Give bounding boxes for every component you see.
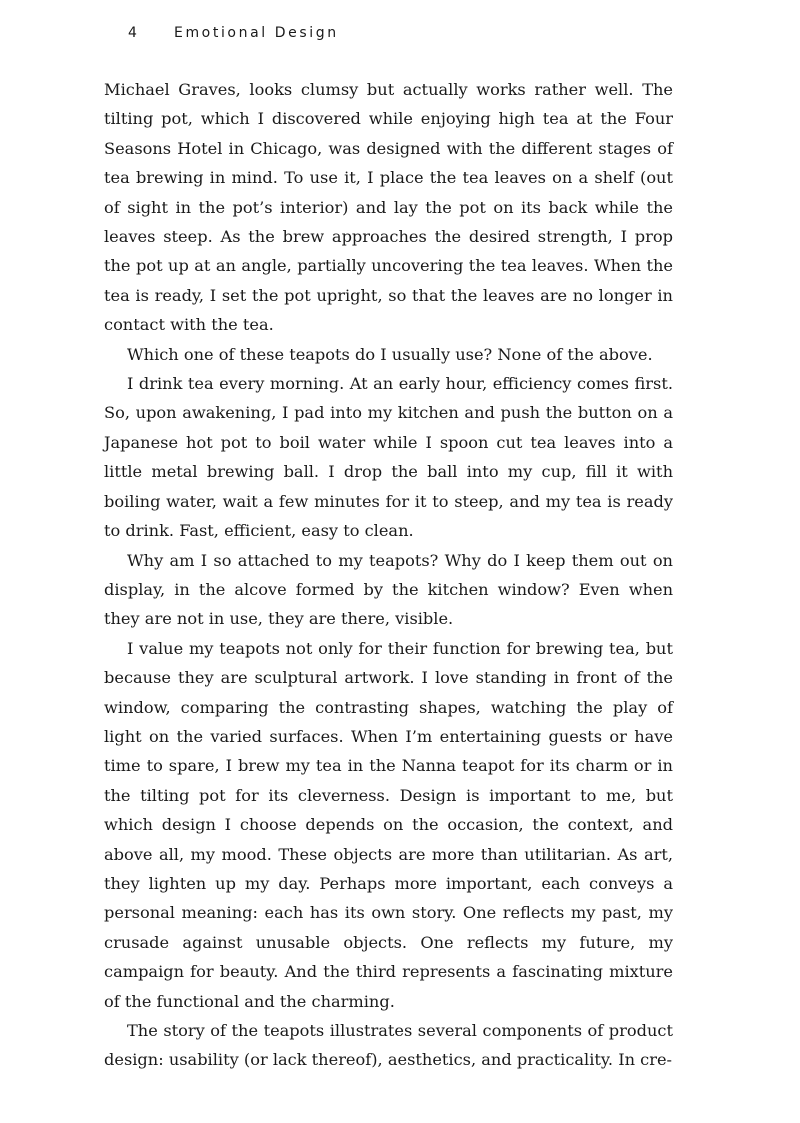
paragraph: The story of the teapots illustrates several components of product design: usability (or lack thereof), aesthetics, and practicality. In cre- [104,1021,673,1070]
running-head [128,25,339,41]
paragraph: Michael Graves, looks clumsy but actually works rather well. The tilting pot, which I discovered while enjoying high tea at the Four Seasons Hotel in Chicago, was designed with the different stages of tea brewing in mind. To use it, I place the tea leaves on a shelf (out of sight in the pot’s interior) and lay the pot on its back while the leaves steep. As the brew approaches the desired strength, I prop the pot up at an angle, partially uncovering the tea leaves. When the tea is ready, I set the pot upright, so that the leaves are no longer in contact with the tea. [104,80,673,335]
page-number: 4 [128,25,140,41]
running-title: Emotional Design [174,25,339,41]
paragraph: Why am I so attached to my teapots? Why do I keep them out on display, in the alcove formed by the kitchen window? Even when they are not in use, they are there, visible. [104,550,673,629]
paragraph: I drink tea every morning. At an early hour, efficiency comes first. So, upon awakening, I pad into my kitchen and push the button on a Japanese hot pot to boil water while I spoon cut tea leaves into a little metal brewing ball. I drop the ball into my cup, fill it with boiling water, wait a few minutes for it to steep, and my tea is ready to drink. Fast, efficient, easy to clean. [104,374,673,541]
paragraph: Which one of these teapots do I usually use? None of the above. [127,344,653,364]
paragraph: I value my teapots not only for their function for brewing tea, but because they are sculptural artwork. I love standing in front of the window, comparing the contrasting shapes, watching the play of light on the varied surfaces. When I’m entertaining guests or have time to spare, I brew my tea in the Nanna teapot for its charm or in the tilting pot for its cleverness. Design is important to me, but which design I choose depends on the occasion, the context, and above all, my mood. These objects are more than utilitarian. As art, they lighten up my day. Perhaps more important, each conveys a personal meaning: each has its own story. One reflects my past, my crusade against unusable objects. One reflects my future, my campaign for beauty. And the third represents a fascinating mixture of the functional and the charming. [104,638,673,1011]
body-text [104,75,673,1075]
